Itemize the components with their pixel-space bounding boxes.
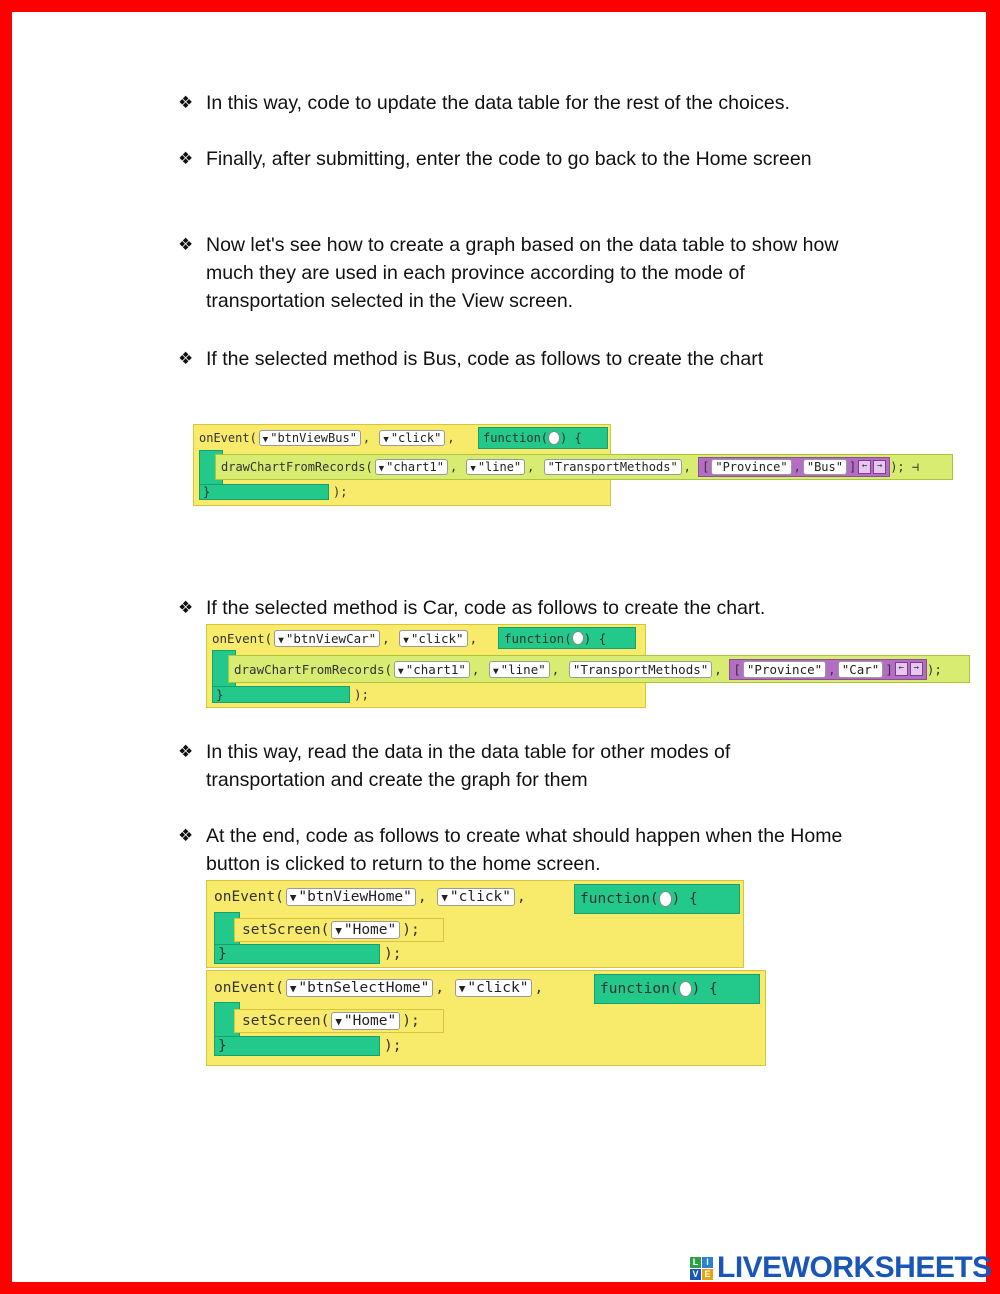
bullet-text: Finally, after submitting, enter the code to go back to the Home screen (206, 148, 812, 170)
draw-chart-row: drawChartFromRecords( ▼ "chart1" , ▼ "line" , "TransportMethods" , [ "Province" , "Bus" ] ← → ); ⊣ (221, 457, 919, 477)
liveworksheets-logo (690, 1252, 992, 1284)
bullet-home-button (178, 822, 858, 878)
draw-chart-call: drawChartFromRecords( (234, 661, 393, 677)
function-footer (214, 1036, 380, 1056)
function-header: function( ) { (600, 981, 718, 997)
table-name-field[interactable]: "TransportMethods" (569, 661, 712, 678)
remove-item-icon[interactable]: ← (858, 460, 871, 474)
add-item-icon[interactable]: → (910, 662, 923, 676)
set-screen-call: setScreen( (242, 922, 330, 938)
draw-chart-call: drawChartFromRecords( (221, 460, 373, 474)
onevent-keyword: onEvent( (214, 980, 284, 996)
event-header-row: onEvent( ▼ "btnSelectHome" , ▼ "click" , (214, 980, 544, 996)
function-footer (212, 686, 350, 703)
call-end: ); (926, 661, 942, 677)
chart-id-dropdown[interactable]: ▼ "chart1" (375, 459, 448, 475)
bullet-go-home (178, 145, 878, 173)
event-header-row: onEvent( ▼ "btnViewBus" , ▼ "click" , (199, 431, 455, 445)
close-row: } (218, 946, 227, 962)
param-slot[interactable] (679, 981, 692, 997)
bullet-diamond-icon: ❖ (178, 149, 194, 169)
column-car[interactable]: "Car" (838, 661, 884, 678)
screen-dropdown[interactable]: ▼ "Home" (331, 1012, 400, 1030)
chart-id-dropdown[interactable]: ▼ "chart1" (394, 661, 470, 678)
function-footer (214, 944, 380, 964)
logo-text: LIVEWORKSHEETS (717, 1251, 992, 1284)
element-id-dropdown[interactable]: ▼ "btnSelectHome" (286, 979, 434, 997)
remove-item-icon[interactable]: ← (895, 662, 908, 676)
bullet-text: If the selected method is Car, code as follows to create the chart. (206, 597, 766, 619)
function-keyword: function( (504, 630, 572, 646)
param-slot[interactable] (548, 431, 560, 445)
event-type-dropdown[interactable]: ▼ "click" (399, 630, 467, 647)
column-province[interactable]: "Province" (743, 661, 826, 678)
event-type-dropdown[interactable]: ▼ "click" (379, 430, 445, 446)
event-header-row: onEvent( ▼ "btnViewHome" , ▼ "click" , (214, 889, 526, 905)
screen-dropdown[interactable]: ▼ "Home" (331, 921, 400, 939)
column-province[interactable]: "Province" (711, 459, 791, 475)
close-row: } (216, 687, 224, 702)
chart-type-dropdown[interactable]: ▼ "line" (489, 661, 550, 678)
call-end: ); ⊣ (890, 460, 920, 474)
column-bus[interactable]: "Bus" (803, 459, 847, 475)
logo-cube-icon: L I V E (690, 1257, 713, 1280)
code-block-bus (193, 422, 955, 508)
bullet-diamond-icon: ❖ (178, 93, 194, 113)
event-type-dropdown[interactable]: ▼ "click" (437, 888, 515, 906)
bullet-car-chart (178, 594, 878, 622)
function-keyword: function( (580, 891, 659, 907)
function-footer (199, 484, 329, 500)
close-row: } (203, 485, 211, 499)
function-keyword: function( (483, 431, 549, 445)
bullet-bus-chart (178, 345, 878, 373)
onevent-keyword: onEvent( (199, 431, 257, 445)
table-name-field[interactable]: "TransportMethods" (544, 459, 682, 475)
bullet-diamond-icon: ❖ (178, 742, 194, 762)
set-screen-row: setScreen( ▼ "Home" ); (242, 922, 420, 938)
columns-array-block: [ "Province" , "Bus" ] ← → (698, 457, 890, 477)
onevent-keyword: onEvent( (214, 889, 284, 905)
bullet-text: In this way, code to update the data table for the rest of the choices. (206, 92, 790, 114)
element-id-dropdown[interactable]: ▼ "btnViewHome" (286, 888, 416, 906)
bullet-diamond-icon: ❖ (178, 235, 194, 255)
bullet-text: In this way, read the data in the data table for other modes of transportation and create the graph for them (206, 741, 731, 791)
bullet-diamond-icon: ❖ (178, 826, 194, 846)
close-paren-row: ); (354, 687, 370, 702)
code-block-car (206, 622, 970, 710)
param-slot[interactable] (659, 891, 672, 907)
param-slot[interactable] (572, 631, 584, 645)
close-row: } (218, 1038, 227, 1054)
add-item-icon[interactable]: → (873, 460, 886, 474)
bullet-diamond-icon: ❖ (178, 349, 194, 369)
function-header: function( ) { (580, 891, 698, 907)
event-type-dropdown[interactable]: ▼ "click" (455, 979, 533, 997)
chart-type-dropdown[interactable]: ▼ "line" (466, 459, 525, 475)
columns-array-block: [ "Province" , "Car" ] ← → (729, 659, 927, 680)
onevent-keyword: onEvent( (212, 630, 273, 646)
element-id-dropdown[interactable]: ▼ "btnViewBus" (259, 430, 361, 446)
event-header-row: onEvent( ▼ "btnViewCar" , ▼ "click" , (212, 630, 478, 646)
function-header: function( ) { (504, 630, 607, 646)
bullet-text: At the end, code as follows to create what should happen when the Home button is clicked to return to the home screen. (206, 825, 843, 875)
set-screen-call: setScreen( (242, 1013, 330, 1029)
draw-chart-row: drawChartFromRecords( ▼ "chart1" , ▼ "line" , "TransportMethods" , [ "Province" , "Car" ] ← → ); (234, 659, 942, 679)
bullet-diamond-icon: ❖ (178, 598, 194, 618)
function-header: function( ) { (483, 431, 582, 445)
bullet-create-graph (178, 231, 858, 315)
function-keyword: function( (600, 981, 679, 997)
close-paren-row: ); (384, 1038, 402, 1054)
bullet-text: If the selected method is Bus, code as follows to create the chart (206, 348, 764, 370)
close-paren-row: ); (384, 946, 402, 962)
bullet-other-modes (178, 738, 838, 794)
set-screen-row: setScreen( ▼ "Home" ); (242, 1013, 420, 1029)
element-id-dropdown[interactable]: ▼ "btnViewCar" (274, 630, 380, 647)
close-paren-row: ); (333, 485, 348, 499)
bullet-update-table (178, 89, 878, 117)
code-block-home (206, 878, 766, 1068)
bullet-text: Now let's see how to create a graph based on the data table to show how much they are used in each province according to the mode of transportation selected in the View screen. (206, 234, 839, 312)
